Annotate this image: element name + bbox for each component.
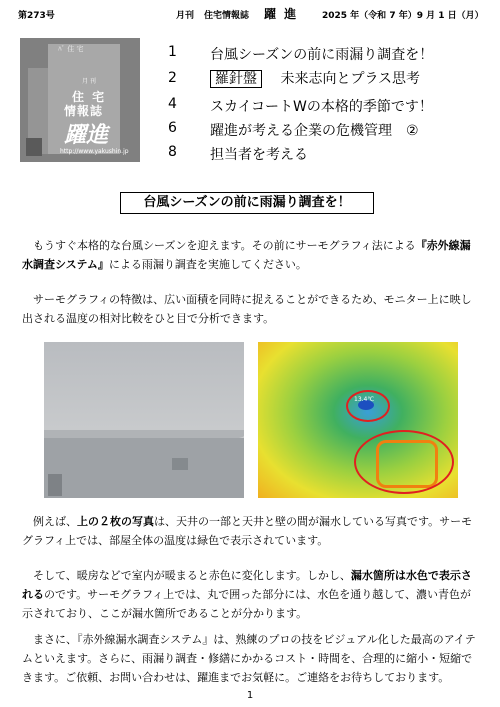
logo-line1: 住 宅	[72, 90, 107, 104]
ceiling-photo	[44, 342, 244, 498]
p3-text-c: は、天井の一部と天井と壁の間が漏水している写真です。サーモグラフィ上では、部屋全体の温度は緑色で表示されています。	[22, 515, 473, 547]
toc-item-3[interactable]: スカイコートWの本格的季節です！	[210, 99, 433, 115]
thermography-image	[258, 342, 458, 498]
article-paragraph-2: サーモグラフィの特徴は、広い面積を同時に捉えることができるため、モニター上に映し出される温度の相対比較をひと目で分析できます。	[22, 293, 472, 325]
thermo-temp-label: 13.4℃	[354, 396, 375, 403]
toc-page-6: 6	[168, 120, 177, 136]
p3-photo-ref: 上の２枚の写真	[77, 515, 154, 528]
article-paragraph-3	[22, 512, 480, 550]
p3-text-a: 例えば、	[33, 515, 77, 528]
issue-number: 第273号	[18, 11, 55, 21]
toc-item-2-text: 未来志向とプラス思考	[280, 71, 421, 87]
toc-item-5[interactable]: 担当者を考える	[210, 147, 308, 163]
issue-date: 2025 年（令和 7 年）9 月 1 日（月）	[322, 11, 484, 21]
article-title: 台風シーズンの前に雨漏り調査を！	[120, 192, 374, 214]
article-paragraph-5: まさに、『赤外線漏水調査システム』は、熟練のプロの技をビジュアル化した最高のアイテムといえます。さらに、雨漏り調査・修繕にかかるコスト・時間を、合理的に縮小・短縮できます。ご依頼、お問い合わせは、躍進までお気軽に。ご連絡をお待ちしております。	[22, 633, 476, 684]
logo-monthly: 月 刊	[82, 78, 96, 85]
p1-text-a: もうすぐ本格的な台風シーズンを迎えます。その前にサーモグラフィ法による	[33, 239, 416, 252]
monthly-label: 月刊	[176, 11, 195, 21]
toc-item-1[interactable]: 台風シーズンの前に雨漏り調査を！	[210, 47, 434, 63]
p1-text-c: による雨漏り調査を実施してください。	[108, 258, 307, 271]
p4-text-a: そして、暖房などで室内が暖まると赤色に変化します。しかし、	[33, 569, 351, 582]
toc-page-4: 4	[168, 96, 177, 112]
newsletter-logo	[20, 38, 140, 162]
toc-tag-compass: 羅針盤	[210, 70, 262, 88]
newsletter-title: 躍 進	[264, 7, 299, 21]
p4-text-c: のです。サーモグラフィ上では、丸で囲った部分には、水色を通り越して、濃い青色が示されており、ここが漏水箇所であることが分かります。	[22, 588, 472, 620]
toc-item-4[interactable]: 躍進が考える企業の危機管理 ②	[210, 123, 419, 139]
article-paragraph-1	[22, 236, 480, 274]
p4-highlight: 漏水箇所は水色で表示される	[22, 569, 472, 601]
toc-page-8: 8	[168, 144, 177, 160]
paper-name: 住宅情報誌	[204, 11, 250, 21]
article-paragraph-4	[22, 566, 480, 623]
logo-line2: 情報誌	[64, 104, 104, 118]
logo-sign: ﾊﾞ 住 宅	[58, 45, 84, 53]
toc-page-2: 2	[168, 70, 177, 86]
p1-system-name: 『赤外線漏水調査システム』	[22, 239, 471, 271]
toc-page-1: 1	[168, 44, 177, 60]
toc-item-2[interactable]	[210, 68, 420, 88]
page-number: 1	[246, 690, 254, 701]
logo-line3: 躍進	[64, 122, 109, 148]
logo-url: http://www.yakushin.jp	[60, 148, 129, 155]
